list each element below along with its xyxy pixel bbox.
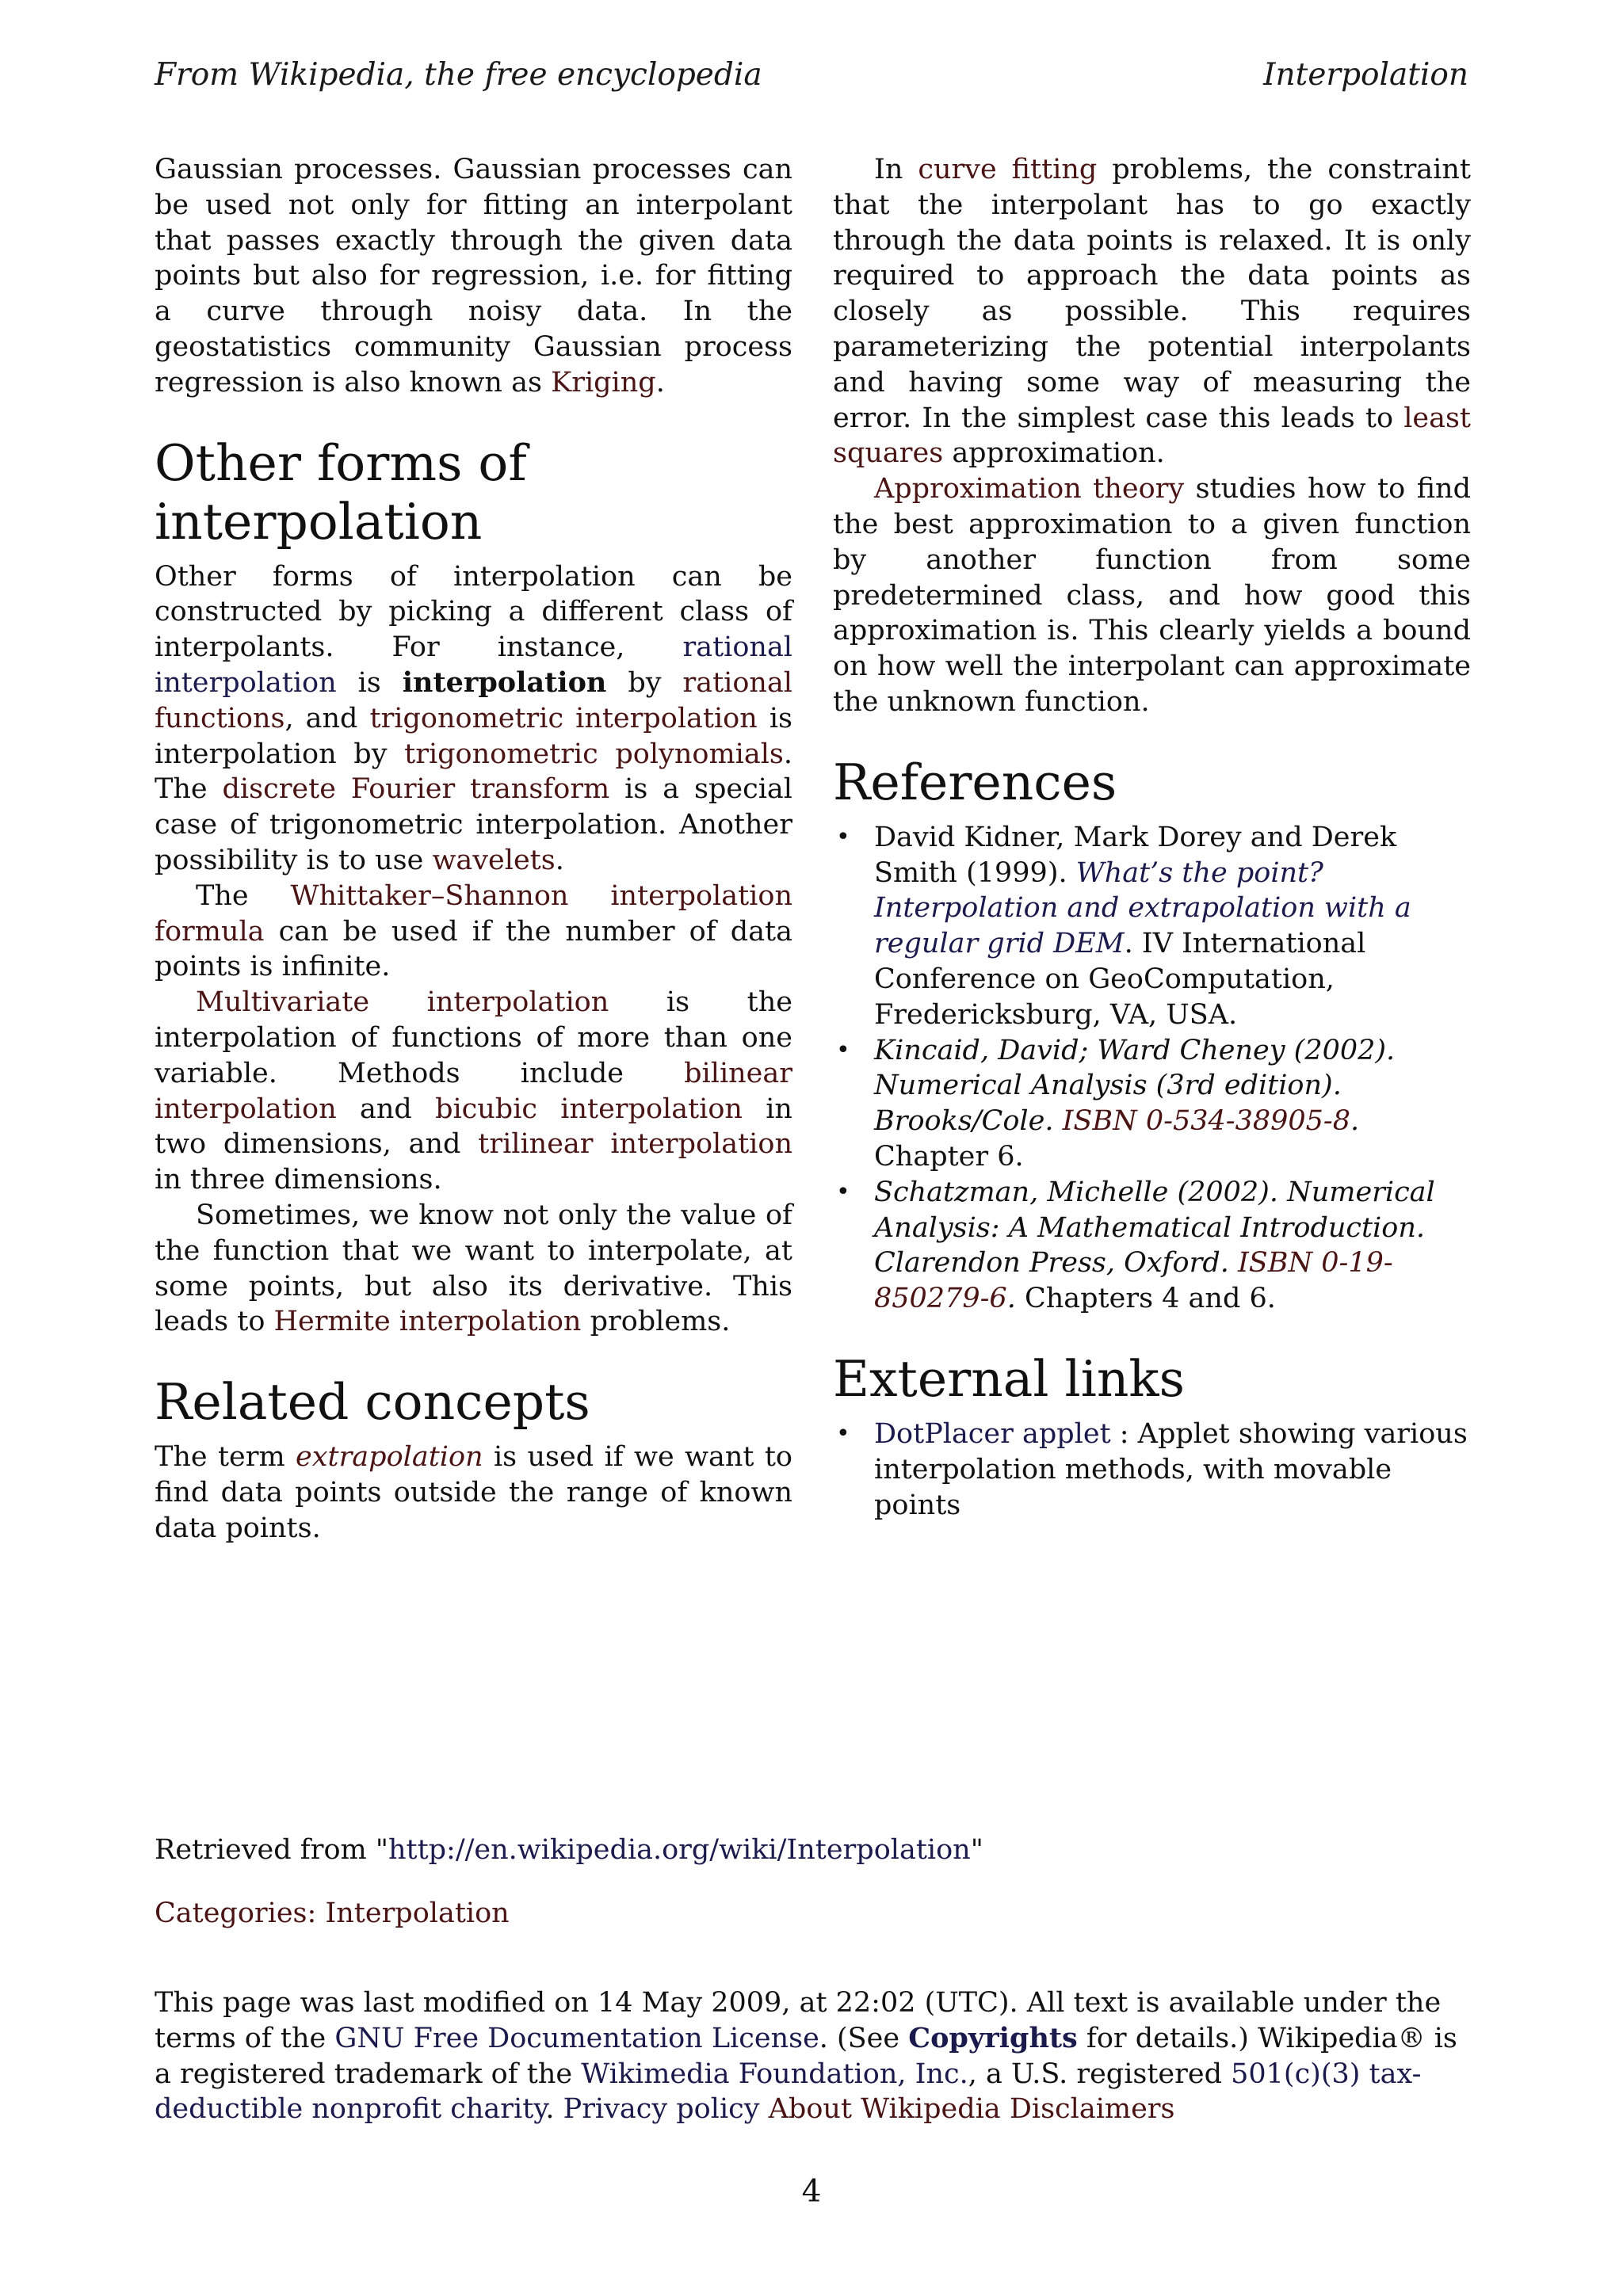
other-forms-paragraph (155, 559, 792, 879)
references-list (833, 820, 1471, 1317)
text-run (1001, 2093, 1010, 2125)
running-header (155, 57, 1468, 93)
link-discrete-fourier-transform[interactable]: discrete Fourier transform (222, 773, 610, 806)
link-disclaimers[interactable]: Disclaimers (1009, 2093, 1175, 2126)
link-kriging[interactable]: Kriging (551, 366, 656, 399)
related-paragraph (155, 1440, 792, 1546)
categories-line (155, 1896, 1470, 1932)
text-run: by (606, 666, 683, 699)
hermite-paragraph (155, 1198, 792, 1340)
text-run: problems, the constraint that the interpolant has to go exactly through the data points is relaxed. It is only required to approach the data points as closely as possible. This requires parameterizing the potential interpolants and having some way of measuring the error. In the simplest case this leads to (833, 154, 1471, 434)
link-retrieved-url[interactable]: http://en.wikipedia.org/wiki/Interpolation (388, 1834, 971, 1866)
text-run: In (874, 154, 918, 185)
link-wikimedia-foundation[interactable]: Wikimedia Foundation, Inc. (581, 2058, 968, 2090)
link-least-squares[interactable]: least squares (833, 402, 1471, 470)
text-run: Kincaid, David; Ward Cheney (2002). Numerical Analysis (3rd edition). Brooks/Cole. (874, 1034, 1396, 1138)
text-run: and (336, 1093, 436, 1125)
header-article-title: Interpolation (1263, 57, 1468, 93)
page-modified-notice (155, 1985, 1470, 2127)
heading-references: References (833, 753, 1117, 811)
text-run: Other forms of interpolation can be constructed by picking a different class of interpolants. For instance, (155, 560, 792, 664)
link-copyrights[interactable]: Copyrights (908, 2021, 1078, 2054)
link-isbn-0-534-38905-8[interactable]: ISBN 0-534-38905-8 (1062, 1105, 1351, 1138)
heading-external-links: External links (833, 1349, 1185, 1408)
retrieved-from (155, 1833, 1470, 1868)
text-run: Chapter 6. (874, 1140, 1024, 1173)
text-run: . (See (819, 2022, 909, 2054)
text-run: Gaussian processes. Gaussian processes can be used not only for fitting an interpolant that passes exactly through the given data points but also for regression, i.e. for fitting a curve through noisy data. In the geostatistics community Gaussian process regression is also known as (155, 154, 792, 399)
left-column (155, 152, 792, 1547)
link-whittaker-shannon[interactable]: Whittaker–Shannon interpolation formula (155, 879, 792, 948)
link-trilinear-interpolation[interactable]: trilinear interpolation (478, 1128, 792, 1161)
text-run: Schatzman, Michelle (2002). Numerical Analysis: A Mathematical Introduction. Clarendon Press, Oxford. (874, 1176, 1435, 1280)
link-gfdl[interactable]: GNU Free Documentation License (334, 2022, 819, 2054)
text-run: . (655, 366, 665, 399)
text-run: in two dimensions, and (155, 1093, 792, 1161)
link-isbn-0-19-850279-6[interactable]: ISBN 0-19-850279-6 (874, 1247, 1393, 1315)
bullet-icon: • (836, 1177, 850, 1206)
link-dotplacer-applet[interactable]: DotPlacer applet (874, 1417, 1111, 1450)
text-run: Chapters 4 and 6. (1015, 1283, 1276, 1315)
text-run: , a U.S. registered (968, 2058, 1232, 2090)
link-nonprofit-charity[interactable]: 501(c)(3) tax-deductible nonprofit charity (155, 2058, 1422, 2126)
text-run: is the interpolation of functions of more than one variable. Methods include (155, 986, 792, 1089)
text-run: can be used if the number of data points is infinite. (155, 915, 792, 983)
link-categories-label[interactable]: Categories: (155, 1897, 326, 1929)
link-approximation-theory[interactable]: Approximation theory (874, 473, 1185, 505)
heading-other-forms: Other forms of interpolation (155, 433, 527, 551)
text-run: Sometimes, we know not only the value of the function that we want to interpolate, at some points, but also its derivative. This leads to (155, 1199, 792, 1338)
approximation-paragraph (833, 471, 1471, 720)
text-run: The (196, 879, 291, 912)
text-run: . IV International Conference on GeoComputation, Fredericksburg, VA, USA. (874, 928, 1366, 1031)
page-number: 4 (801, 2174, 822, 2210)
link-hermite-interpolation[interactable]: Hermite interpolation (273, 1306, 582, 1338)
text-run: The term (155, 1441, 296, 1474)
bullet-icon: • (836, 1419, 850, 1447)
bold-interpolation: interpolation (402, 666, 607, 699)
text-run (760, 2093, 769, 2125)
text-run: . (1006, 1283, 1016, 1315)
link-bilinear-interpolation[interactable]: bilinear interpolation (155, 1057, 792, 1125)
link-trigonometric-polynomials[interactable]: trigonometric polynomials (404, 738, 784, 770)
link-about-wikipedia[interactable]: About Wikipedia (768, 2093, 1001, 2126)
bullet-icon: • (836, 822, 850, 851)
link-wavelets[interactable]: wavelets (432, 844, 556, 876)
text-run: is (336, 666, 403, 699)
text-run: " (970, 1834, 983, 1866)
text-run: in three dimensions. (155, 1164, 442, 1196)
link-bicubic-interpolation[interactable]: bicubic interpolation (435, 1093, 743, 1125)
text-run: , and (285, 702, 370, 734)
text-run: problems. (581, 1306, 731, 1338)
link-curve-fitting[interactable]: curve fitting (918, 154, 1098, 185)
text-run: for details.) Wikipedia® is a registered trademark of the (155, 2022, 1457, 2090)
external-link-item (833, 1417, 1471, 1523)
link-privacy-policy[interactable]: Privacy policy (563, 2093, 760, 2126)
link-whats-the-point[interactable]: What’s the point? Interpolation and extrapolation with a regular grid DEM (874, 856, 1411, 960)
text-run: studies how to find the best approximation to a given function by another function from some predetermined class, and how good this approximation is. This clearly yields a bound on how well the interpolant can approximate the unknown function. (833, 473, 1471, 718)
text-run: is used if we want to find data points outside the range of known data points. (155, 1441, 792, 1544)
reference-item (833, 1175, 1471, 1317)
link-multivariate-interpolation[interactable]: Multivariate interpolation (196, 986, 609, 1019)
header-source: From Wikipedia, the free encyclopedia (155, 57, 762, 93)
curve-fitting-paragraph (833, 152, 1471, 471)
reference-item (833, 820, 1471, 1033)
link-category-interpolation[interactable]: Interpolation (325, 1897, 510, 1929)
heading-related-concepts: Related concepts (155, 1373, 590, 1432)
text-run: . The (155, 738, 792, 806)
right-column (833, 152, 1471, 1523)
text-run: David Kidner, Mark Dorey and Derek Smith (1999). (874, 821, 1397, 889)
text-run: approximation. (943, 437, 1165, 470)
text-run: This page was last modified on 14 May 2009, at 22:02 (UTC). All text is available under the terms of the (155, 1987, 1442, 2054)
reference-item (833, 1033, 1471, 1175)
link-rational-functions[interactable]: rational functions (155, 666, 792, 734)
text-run: : Applet showing various interpolation methods, with movable points (874, 1417, 1468, 1521)
text-run: . (555, 844, 564, 876)
link-rational-interpolation[interactable]: rational interpolation (155, 631, 792, 699)
gaussian-paragraph (155, 152, 792, 401)
link-extrapolation[interactable]: extrapolation (296, 1441, 483, 1474)
external-links-list (833, 1417, 1471, 1523)
text-run: Retrieved from " (155, 1834, 388, 1866)
text-run: is interpolation by (155, 702, 792, 770)
text-run: . (1350, 1105, 1360, 1138)
text-run: is a special case of trigonometric interpolation. Another possibility is to use (155, 773, 792, 876)
bullet-icon: • (836, 1035, 850, 1064)
multivariate-paragraph (155, 985, 792, 1198)
link-trigonometric-interpolation[interactable]: trigonometric interpolation (369, 702, 758, 734)
whittaker-paragraph (155, 879, 792, 985)
text-run: . (545, 2093, 563, 2126)
